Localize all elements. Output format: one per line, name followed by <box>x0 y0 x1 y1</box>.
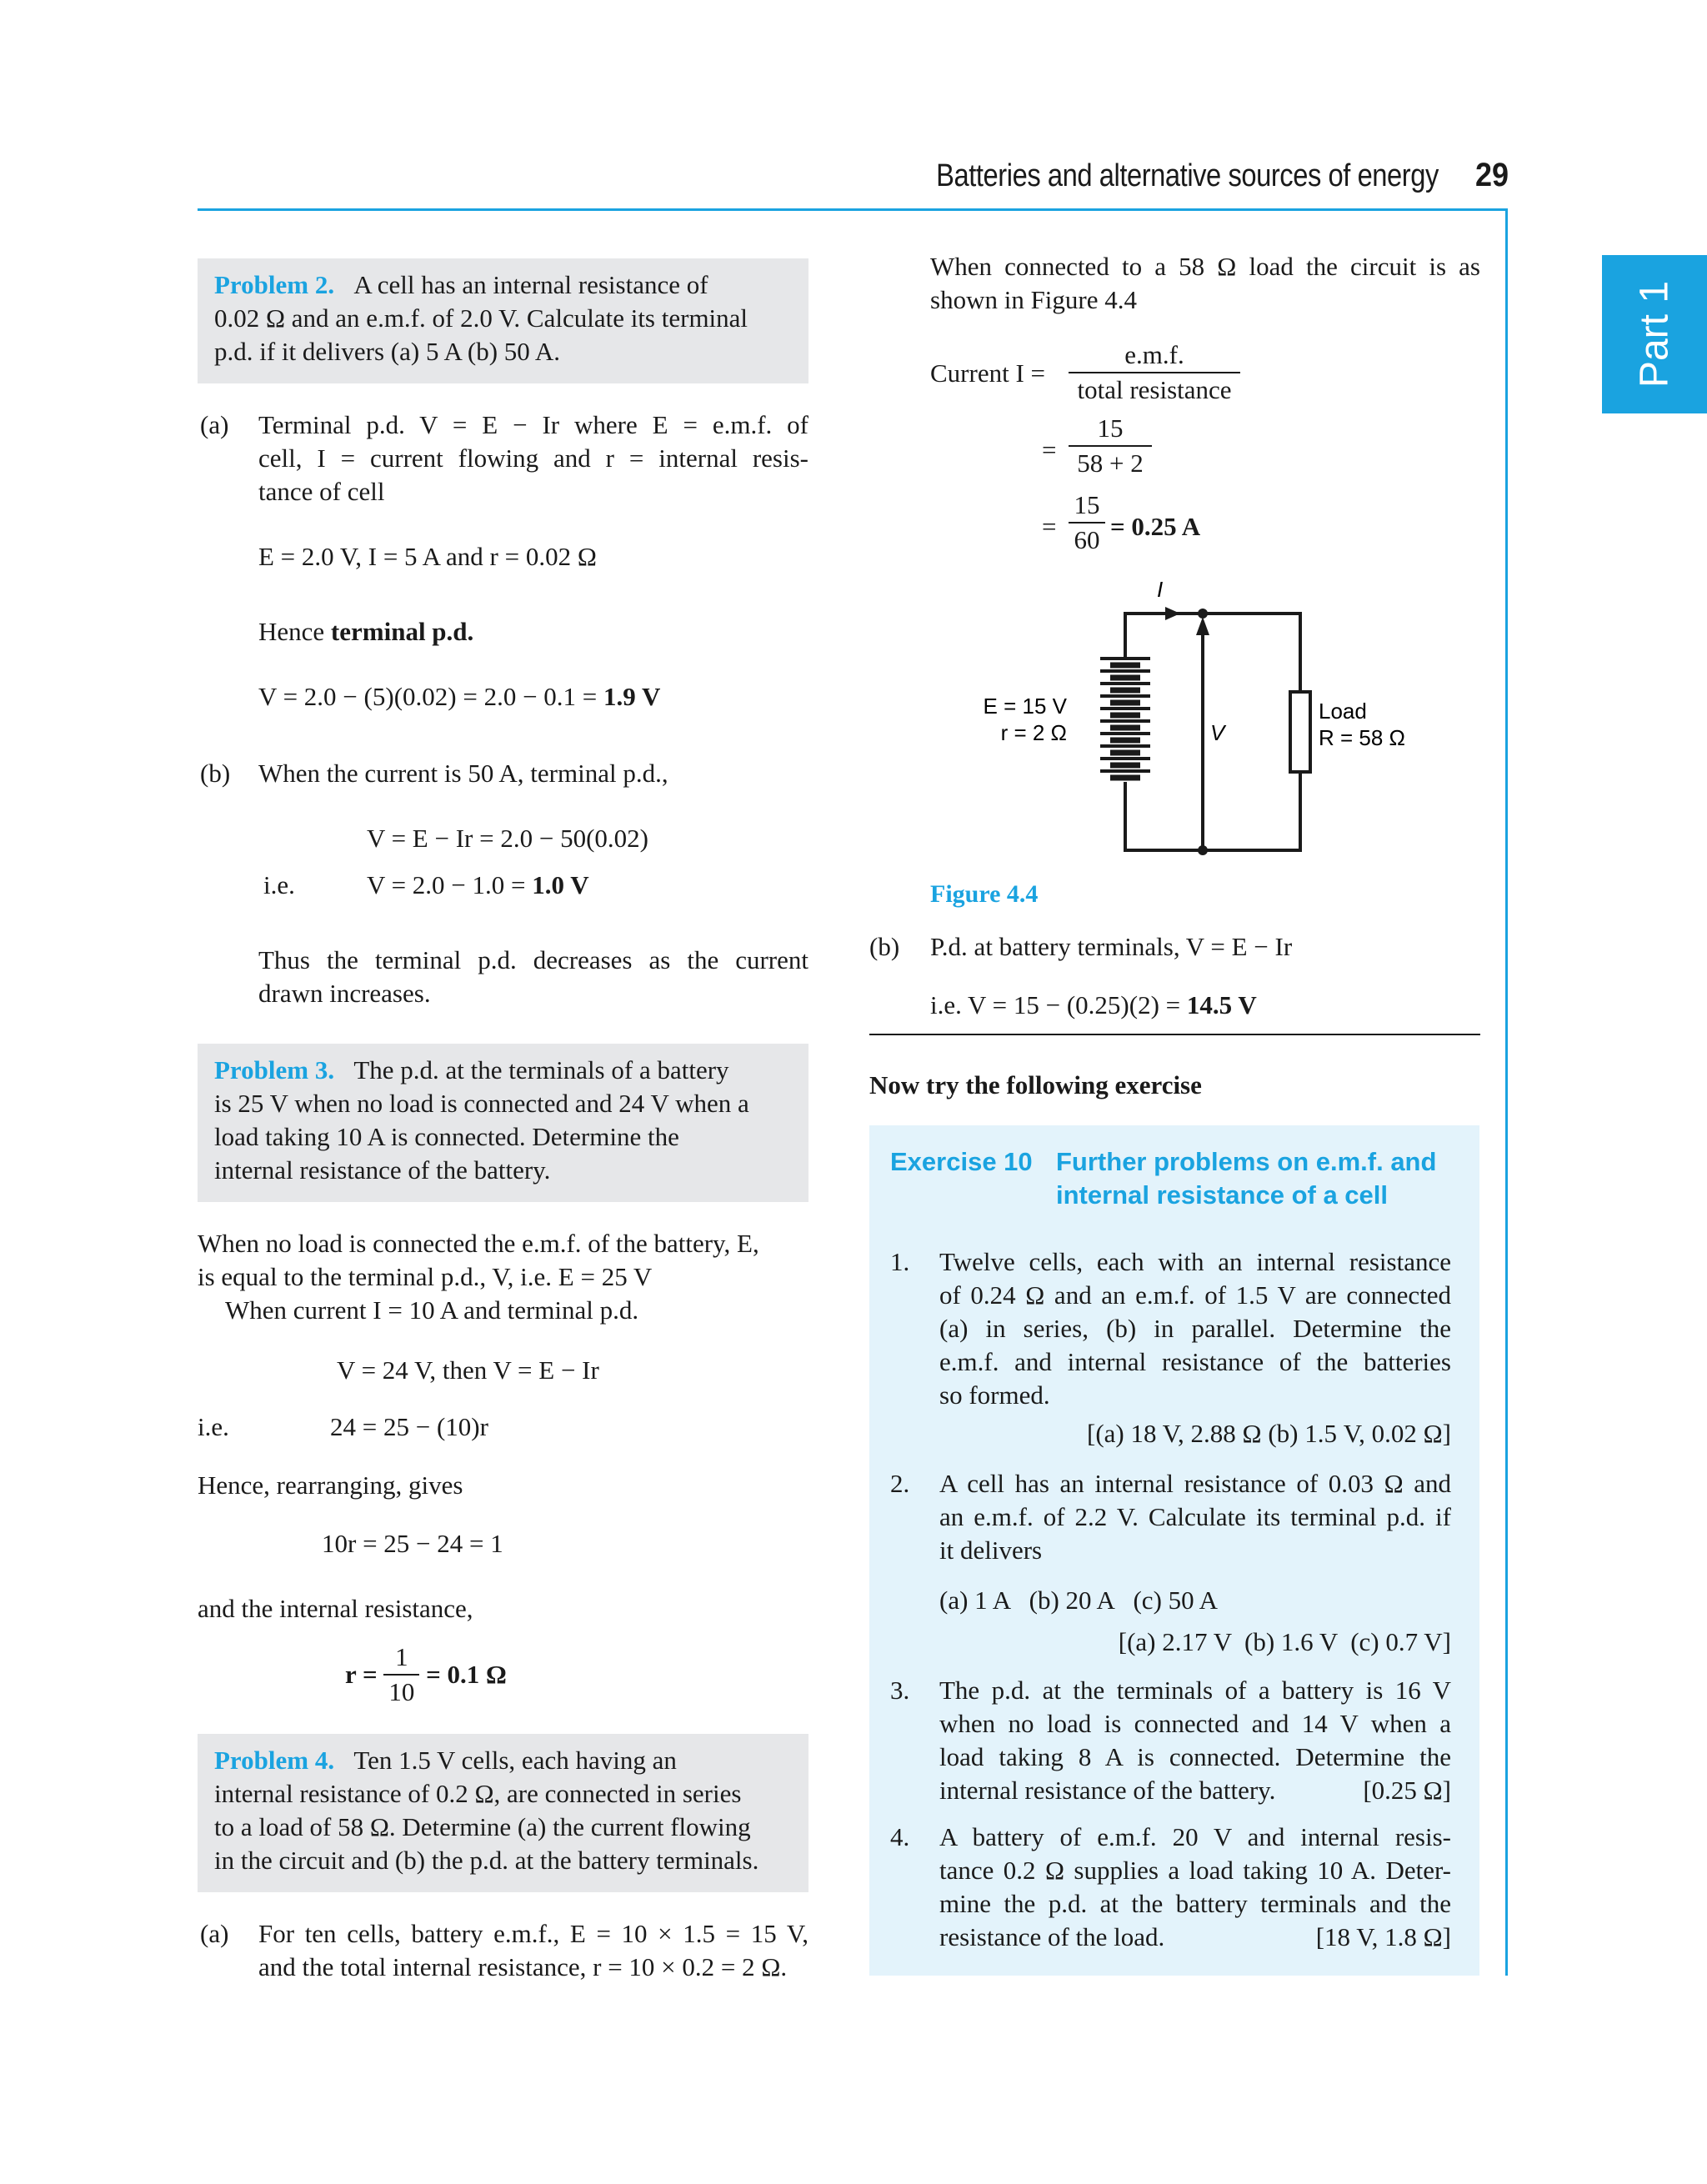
q3-line-2: when no load is connected and 14 V when a <box>939 1709 1451 1738</box>
eq-sign-2: = <box>1042 435 1057 464</box>
solution-2a-line-1: Terminal p.d. V = E − Ir where E = e.m.f. of <box>258 410 808 439</box>
solution-4a-marker: (a) <box>200 1919 229 1948</box>
circuit-diagram <box>984 575 1450 867</box>
eq2-result: 1.0 V <box>532 870 589 899</box>
section-rule <box>869 1034 1480 1035</box>
exercise-label: Exercise 10 <box>890 1147 1033 1176</box>
solution-3-eq-1: V = 24 V, then V = E − Ir <box>337 1355 599 1385</box>
node-bottom <box>1198 845 1208 855</box>
problem-2-line-2: 0.02 Ω and an e.m.f. of 2.0 V. Calculate its terminal <box>214 303 748 333</box>
q4-line-1: A battery of e.m.f. 20 V and internal resis- <box>939 1822 1451 1851</box>
q3-answer: [0.25 Ω] <box>1363 1776 1451 1805</box>
label-load: Load <box>1319 699 1367 724</box>
f2-denominator: 58 + 2 <box>1069 445 1152 480</box>
q1-line-4: e.m.f. and internal resistance of the batteries <box>939 1347 1451 1376</box>
q4-line-3: mine the p.d. at the battery terminals and the <box>939 1889 1451 1918</box>
f2-fraction <box>1069 412 1152 480</box>
q2-line-2: an e.m.f. of 2.2 V. Calculate its terminal p.d. if <box>939 1502 1451 1531</box>
wire-top <box>1125 614 1300 692</box>
running-header-title: Batteries and alternative sources of energy <box>936 158 1439 193</box>
solution-3-hence: Hence, rearranging, gives <box>198 1470 463 1500</box>
hence-text: Hence <box>258 617 331 646</box>
solution-2a-values: E = 2.0 V, I = 5 A and r = 0.02 Ω <box>258 542 597 571</box>
f2-numerator: 15 <box>1097 413 1124 443</box>
problem-2-text: A cell has an internal resistance of <box>353 270 708 299</box>
current-fraction-1 <box>1069 338 1240 407</box>
part-tab-label: Part 1 <box>1632 280 1677 388</box>
current-arrowhead <box>1165 607 1180 620</box>
label-voltage: V <box>1210 720 1225 745</box>
current-fraction-2 <box>1069 412 1152 480</box>
right-intro-line-2: shown in Figure 4.4 <box>930 285 1137 314</box>
problem-2-line-1 <box>214 268 798 302</box>
right-intro-line-1: When connected to a 58 Ω load the circuit is as <box>930 252 1480 281</box>
load-resistor <box>1290 692 1310 772</box>
now-try-heading: Now try the following exercise <box>869 1070 1202 1100</box>
q1-line-1: Twelve cells, each with an internal resistance <box>939 1247 1451 1276</box>
f3-denominator: 60 <box>1069 522 1105 557</box>
solution-4b-line-1: P.d. at battery terminals, V = E − Ir <box>930 932 1293 961</box>
problem-4-line-4: in the circuit and (b) the p.d. at the battery terminals. <box>214 1846 759 1875</box>
solution-4b-expression: i.e. V = 15 − (0.25)(2) = <box>930 990 1187 1019</box>
eq2-expression: V = 2.0 − 1.0 = <box>367 870 533 899</box>
label-load-r: R = 58 Ω <box>1319 725 1405 750</box>
q2-number: 2. <box>890 1469 910 1498</box>
q3-number: 3. <box>890 1676 910 1705</box>
label-emf: E = 15 V <box>984 694 1067 719</box>
r-denominator: 10 <box>383 1674 419 1709</box>
r-lhs: r = <box>345 1660 378 1689</box>
solution-2a-hence <box>258 615 473 649</box>
q4-number: 4. <box>890 1822 910 1851</box>
q2-line-3: it delivers <box>939 1535 1043 1565</box>
f1-denominator: total resistance <box>1069 372 1240 407</box>
q4-answer: [18 V, 1.8 Ω] <box>1315 1922 1451 1951</box>
q1-line-2: of 0.24 Ω and an e.m.f. of 1.5 V are connected <box>939 1280 1451 1310</box>
f3-numerator: 15 <box>1074 490 1100 519</box>
current-fraction-3 <box>1069 488 1105 557</box>
solution-2b-thus-1: Thus the terminal p.d. decreases as the current <box>258 945 808 974</box>
q2-line-4: (a) 1 A (b) 20 A (c) 50 A <box>939 1585 1219 1615</box>
label-current: I <box>1157 577 1164 602</box>
voltage-arrowhead <box>1196 617 1209 635</box>
battery-cells <box>1100 659 1150 778</box>
solution-2b-marker: (b) <box>200 759 231 788</box>
problem-3-label: Problem 3. <box>214 1055 335 1084</box>
wire-bottom <box>1125 772 1300 850</box>
solution-4b-result: 14.5 V <box>1186 990 1257 1019</box>
header-rule <box>198 208 1508 211</box>
problem-4-line-3: to a load of 58 Ω. Determine (a) the current flowing <box>214 1812 751 1841</box>
current-label: Current I = <box>930 358 1046 388</box>
exercise-title-2: internal resistance of a cell <box>1056 1180 1389 1210</box>
r-numerator: 1 <box>395 1642 408 1671</box>
solution-3-eq-3: 10r = 25 − 24 = 1 <box>322 1529 503 1558</box>
q1-line-3: (a) in series, (b) in parallel. Determine the <box>939 1314 1451 1343</box>
current-result: = 0.25 A <box>1110 512 1201 541</box>
q1-number: 1. <box>890 1247 910 1276</box>
q2-line-1: A cell has an internal resistance of 0.03 Ω and <box>939 1469 1451 1498</box>
solution-3-ie: i.e. <box>198 1412 229 1441</box>
problem-4-label: Problem 4. <box>214 1746 335 1775</box>
problem-4-line-2: internal resistance of 0.2 Ω, are connected in series <box>214 1779 742 1808</box>
solution-2b-eq-2 <box>367 869 589 902</box>
column-rule-right <box>1505 208 1508 1976</box>
q2-answer: [(a) 2.17 V (b) 1.6 V (c) 0.7 V] <box>1118 1627 1451 1656</box>
problem-3-line-1 <box>214 1054 798 1087</box>
node-top <box>1198 609 1208 619</box>
r-fraction <box>383 1641 419 1709</box>
q4-line-4: resistance of the load. <box>939 1922 1165 1951</box>
solution-2b-ie: i.e. <box>263 870 295 899</box>
calc-result: 1.9 V <box>603 682 661 711</box>
problem-4-line-1 <box>214 1744 798 1777</box>
page-number: 29 <box>1475 157 1509 193</box>
problem-3-line-4: internal resistance of the battery. <box>214 1155 551 1185</box>
q3-line-3: load taking 8 A is connected. Determine the <box>939 1742 1451 1771</box>
solution-2a-line-3: tance of cell <box>258 477 385 506</box>
q3-line-1: The p.d. at the terminals of a battery is 16 V <box>939 1676 1451 1705</box>
solution-2b-eq-1: V = E − Ir = 2.0 − 50(0.02) <box>367 824 648 853</box>
solution-2a-calc <box>258 680 660 714</box>
solution-3-and: and the internal resistance, <box>198 1594 473 1623</box>
q4-line-2: tance 0.2 Ω supplies a load taking 10 A. Deter- <box>939 1856 1451 1885</box>
q1-line-5: so formed. <box>939 1380 1050 1410</box>
solution-3-line-2: is equal to the terminal p.d., V, i.e. E = 25 V <box>198 1262 653 1291</box>
solution-2a-marker: (a) <box>200 410 229 439</box>
solution-2b-thus-2: drawn increases. <box>258 979 431 1008</box>
hence-bold: terminal p.d. <box>330 617 474 646</box>
solution-4a-line-1: For ten cells, battery e.m.f., E = 10 × 1.5 = 15 V, <box>258 1919 808 1948</box>
solution-3-eq-2: 24 = 25 − (10)r <box>330 1412 488 1441</box>
exercise-title-1: Further problems on e.m.f. and <box>1056 1147 1437 1176</box>
f1-numerator: e.m.f. <box>1124 340 1184 369</box>
problem-2-label: Problem 2. <box>214 270 335 299</box>
solution-2b-line-1: When the current is 50 A, terminal p.d., <box>258 759 668 788</box>
figure-caption: Figure 4.4 <box>930 880 1039 908</box>
f3-fraction <box>1069 488 1105 557</box>
problem-3-text: The p.d. at the terminals of a battery <box>353 1055 729 1084</box>
q1-answer: [(a) 18 V, 2.88 Ω (b) 1.5 V, 0.02 Ω] <box>1087 1419 1451 1448</box>
problem-3-line-2: is 25 V when no load is connected and 24 V when a <box>214 1089 749 1118</box>
problem-3-line-3: load taking 10 A is connected. Determine the <box>214 1122 679 1151</box>
eq-sign-3: = <box>1042 512 1057 541</box>
solution-4a-line-2: and the total internal resistance, r = 10 × 0.2 = 2 Ω. <box>258 1952 788 1981</box>
solution-3-r-result <box>345 1641 507 1709</box>
r-rhs: = 0.1 Ω <box>426 1660 507 1689</box>
solution-4b-marker: (b) <box>869 932 900 961</box>
calc-expression: V = 2.0 − (5)(0.02) = 2.0 − 0.1 = <box>258 682 604 711</box>
solution-2a-line-2: cell, I = current flowing and r = internal resis- <box>258 443 808 473</box>
solution-3-line-3: When current I = 10 A and terminal p.d. <box>225 1295 639 1325</box>
q3-line-4: internal resistance of the battery. <box>939 1776 1276 1805</box>
solution-4b-line-2 <box>930 989 1257 1022</box>
problem-2-line-3: p.d. if it delivers (a) 5 A (b) 50 A. <box>214 337 560 366</box>
label-internal-r: r = 2 Ω <box>1000 720 1067 745</box>
problem-4-text: Ten 1.5 V cells, each having an <box>353 1746 677 1775</box>
part-tab <box>1602 255 1707 413</box>
emf-over-resistance <box>1069 338 1240 407</box>
solution-3-line-1: When no load is connected the e.m.f. of the battery, E, <box>198 1229 759 1258</box>
